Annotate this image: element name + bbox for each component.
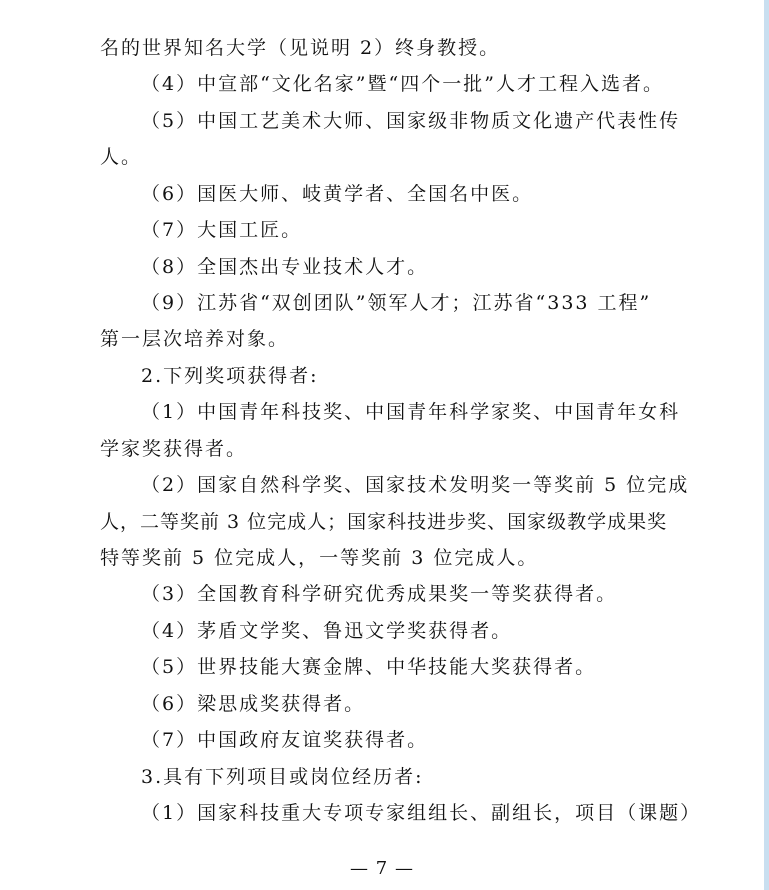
text-line: （6）国医大师、岐黄学者、全国名中医。 [141, 183, 534, 205]
section-heading: 3.具有下列项目或岗位经历者: [141, 766, 424, 788]
page-number: — 7 — [350, 858, 414, 879]
text-line: （4）茅盾文学奖、鲁迅文学奖获得者。 [141, 620, 513, 642]
text-line: （1）中国青年科技奖、中国青年科学家奖、中国青年女科 [141, 401, 681, 423]
text-line: 人，二等奖前 3 位完成人；国家科技进步奖、国家级教学成果奖 [100, 511, 668, 533]
page-edge-border [764, 0, 769, 890]
text-line: （4）中宣部“文化名家”暨“四个一批”人才工程入选者。 [141, 73, 664, 95]
text-line: 人。 [100, 146, 143, 168]
text-line: （8）全国杰出专业技术人才。 [141, 256, 429, 278]
text-line: （5）世界技能大赛金牌、中华技能大奖获得者。 [141, 656, 597, 678]
text-line: （2）国家自然科学奖、国家技术发明奖一等奖前 5 位完成 [141, 474, 690, 496]
text-line: （6）梁思成奖获得者。 [141, 693, 366, 715]
text-line: 学家奖获得者。 [100, 438, 248, 460]
text-line: 第一层次培养对象。 [100, 328, 290, 350]
text-line: （5）中国工艺美术大师、国家级非物质文化遗产代表性传 [141, 110, 681, 132]
text-line: （1）国家科技重大专项专家组组长、副组长，项目（课题） [141, 802, 702, 824]
text-line: （7）中国政府友谊奖获得者。 [141, 729, 429, 751]
text-line: 特等奖前 5 位完成人，一等奖前 3 位完成人。 [100, 547, 539, 569]
text-line: （3）全国教育科学研究优秀成果奖一等奖获得者。 [141, 583, 618, 605]
text-line: （7）大国工匠。 [141, 219, 303, 241]
section-heading: 2.下列奖项获得者: [141, 365, 319, 387]
text-line: （9）江苏省“双创团队”领军人才；江苏省“333 工程” [141, 292, 652, 314]
text-line: 名的世界知名大学（见说明 2）终身教授。 [100, 37, 501, 59]
